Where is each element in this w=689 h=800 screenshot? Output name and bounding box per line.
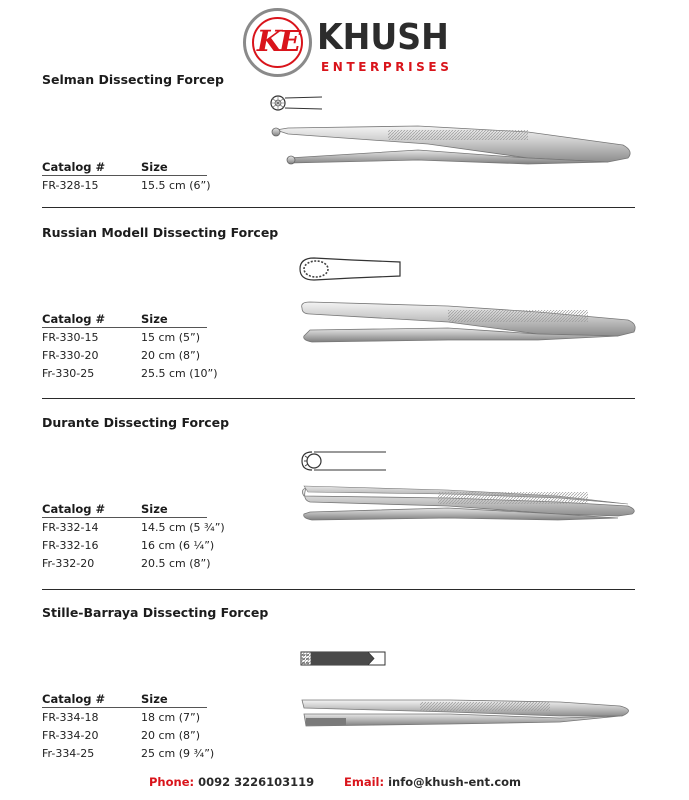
forcep-image-selman xyxy=(268,120,638,172)
size-value: 20 cm (8”) xyxy=(141,729,201,742)
forcep-image-durante xyxy=(298,484,640,526)
size-header: Size xyxy=(141,692,168,706)
catalog-header: Catalog # xyxy=(42,502,106,516)
brand-logo xyxy=(243,8,493,83)
size-value: 15.5 cm (6”) xyxy=(141,179,211,192)
tip-detail-stille-barraya xyxy=(300,651,388,667)
phone-label: Phone: xyxy=(149,775,195,789)
catalog-number: FR-332-14 xyxy=(42,521,99,534)
size-value: 20.5 cm (8”) xyxy=(141,557,211,570)
brand-tagline: ENTERPRISES xyxy=(321,60,453,74)
forcep-image-russian xyxy=(298,296,640,352)
header-rule xyxy=(42,327,207,328)
section-divider xyxy=(42,589,635,590)
catalog-number: Fr-330-25 xyxy=(42,367,95,380)
forcep-image-stille-barraya xyxy=(300,696,640,732)
footer-phone xyxy=(149,775,314,789)
size-value: 20 cm (8”) xyxy=(141,349,201,362)
size-value: 25 cm (9 ¾”) xyxy=(141,747,215,760)
size-header: Size xyxy=(141,160,168,174)
catalog-number: FR-332-16 xyxy=(42,539,99,552)
catalog-header: Catalog # xyxy=(42,312,106,326)
email-address[interactable]: info@khush-ent.com xyxy=(388,775,522,789)
size-value: 14.5 cm (5 ¾”) xyxy=(141,521,225,534)
tip-detail-durante xyxy=(300,449,390,473)
header-rule xyxy=(42,517,207,518)
catalog-number: Fr-334-25 xyxy=(42,747,95,760)
size-value: 25.5 cm (10”) xyxy=(141,367,218,380)
tip-detail-russian xyxy=(300,256,404,282)
catalog-number: FR-334-20 xyxy=(42,729,99,742)
section-divider xyxy=(42,207,635,208)
catalog-header: Catalog # xyxy=(42,692,106,706)
brand-name: KHUSH xyxy=(317,17,449,58)
size-value: 18 cm (7”) xyxy=(141,711,201,724)
section-divider xyxy=(42,398,635,399)
section-title-selman: Selman Dissecting Forcep xyxy=(42,72,224,87)
tip-detail-selman xyxy=(268,92,328,114)
email-label: Email: xyxy=(344,775,385,789)
phone-number[interactable]: 0092 3226103119 xyxy=(198,775,315,789)
footer-email xyxy=(344,775,521,789)
catalog-number: FR-330-15 xyxy=(42,331,99,344)
size-header: Size xyxy=(141,502,168,516)
header-rule xyxy=(42,707,207,708)
catalog-number: FR-328-15 xyxy=(42,179,99,192)
catalog-number: FR-330-20 xyxy=(42,349,99,362)
size-value: 16 cm (6 ¼”) xyxy=(141,539,215,552)
size-header: Size xyxy=(141,312,168,326)
catalog-header: Catalog # xyxy=(42,160,106,174)
section-title-stille-barraya: Stille-Barraya Dissecting Forcep xyxy=(42,605,269,620)
size-value: 15 cm (5”) xyxy=(141,331,201,344)
catalog-number: FR-334-18 xyxy=(42,711,99,724)
header-rule xyxy=(42,175,207,176)
section-title-durante: Durante Dissecting Forcep xyxy=(42,415,230,430)
section-title-russian: Russian Modell Dissecting Forcep xyxy=(42,225,279,240)
catalog-number: Fr-332-20 xyxy=(42,557,95,570)
logo-monogram: KE xyxy=(256,24,299,58)
